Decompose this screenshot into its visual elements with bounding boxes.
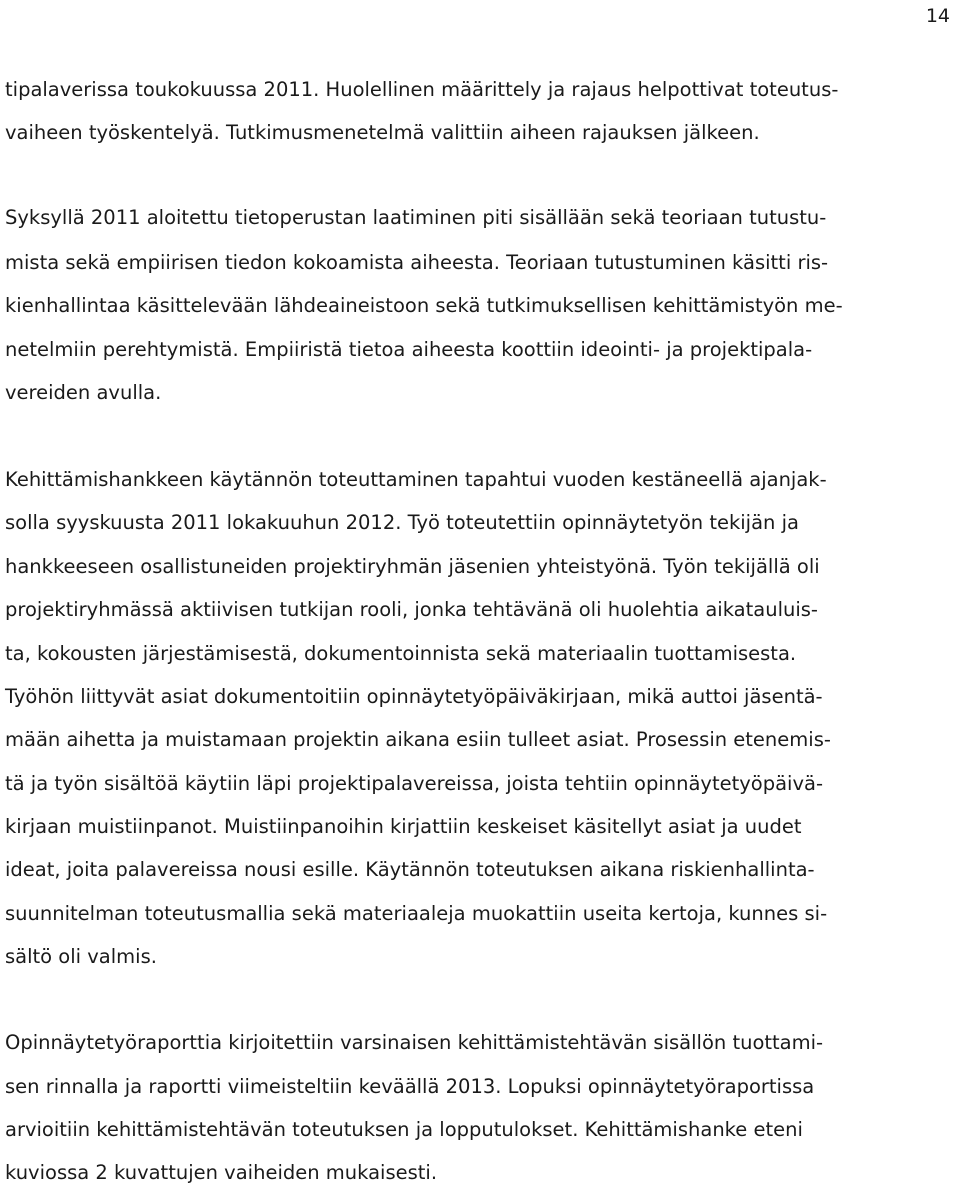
- paragraph-2-line-3: kienhallintaa käsittelevään lähdeaineistoon sekä tutkimuksellisen kehittämistyön me-: [5, 294, 843, 317]
- paragraph-4-line-2: sen rinnalla ja raportti viimeisteltiin keväällä 2013. Lopuksi opinnäytetyöraportissa: [5, 1075, 815, 1098]
- paragraph-3-line-5: ta, kokousten järjestämisestä, dokumentoinnista sekä materiaalin tuottamisesta.: [5, 642, 797, 665]
- paragraph-2-line-1: Syksyllä 2011 aloitettu tietoperustan laatiminen piti sisällään sekä teoriaan tutustu-: [5, 206, 827, 229]
- paragraph-3-line-9: kirjaan muistiinpanot. Muistiinpanoihin kirjattiin keskeiset käsitellyt asiat ja uudet: [5, 815, 802, 838]
- paragraph-3-line-2: solla syyskuusta 2011 lokakuuhun 2012. Työ toteutettiin opinnäytetyön tekijän ja: [5, 511, 799, 534]
- paragraph-3-line-1: Kehittämishankkeen käytännön toteuttaminen tapahtui vuoden kestäneellä ajanjak-: [5, 468, 827, 491]
- paragraph-4-line-3: arvioitiin kehittämistehtävän toteutuksen ja lopputulokset. Kehittämishanke eteni: [5, 1118, 803, 1141]
- paragraph-3-line-6: Työhön liittyvät asiat dokumentoitiin opinnäytetyöpäiväkirjaan, mikä auttoi jäsentä-: [5, 685, 823, 708]
- page-number: 14: [925, 5, 950, 27]
- paragraph-3-line-4: projektiryhmässä aktiivisen tutkijan rooli, jonka tehtävänä oli huolehtia aikatauluis-: [5, 598, 818, 621]
- paragraph-3-line-12: sältö oli valmis.: [5, 945, 157, 968]
- paragraph-1-line-2: vaiheen työskentelyä. Tutkimusmenetelmä valittiin aiheen rajauksen jälkeen.: [5, 121, 760, 144]
- paragraph-2-line-5: vereiden avulla.: [5, 381, 162, 404]
- paragraph-2-line-2: mista sekä empiirisen tiedon kokoamista aiheesta. Teoriaan tutustuminen käsitti ris-: [5, 251, 829, 274]
- paragraph-2-line-4: netelmiin perehtymistä. Empiiristä tietoa aiheesta koottiin ideointi- ja projektipala-: [5, 338, 813, 361]
- paragraph-3-line-11: suunnitelman toteutusmallia sekä materiaaleja muokattiin useita kertoja, kunnes si-: [5, 902, 828, 925]
- paragraph-3-line-3: hankkeeseen osallistuneiden projektiryhmän jäsenien yhteistyönä. Työn tekijällä oli: [5, 555, 820, 578]
- paragraph-1-line-1: tipalaverissa toukokuussa 2011. Huolellinen määrittely ja rajaus helpottivat toteutus-: [5, 78, 839, 101]
- paragraph-4-line-4: kuviossa 2 kuvattujen vaiheiden mukaisesti.: [5, 1161, 438, 1184]
- paragraph-3-line-8: tä ja työn sisältöä käytiin läpi projektipalavereissa, joista tehtiin opinnäytetyöpäivä-: [5, 772, 823, 795]
- paragraph-3-line-10: ideat, joita palavereissa nousi esille. Käytännön toteutuksen aikana riskienhallinta-: [5, 858, 815, 881]
- paragraph-3-line-7: mään aihetta ja muistamaan projektin aikana esiin tulleet asiat. Prosessin etenemis-: [5, 728, 831, 751]
- paragraph-4-line-1: Opinnäytetyöraporttia kirjoitettiin varsinaisen kehittämistehtävän sisällön tuottami-: [5, 1031, 824, 1054]
